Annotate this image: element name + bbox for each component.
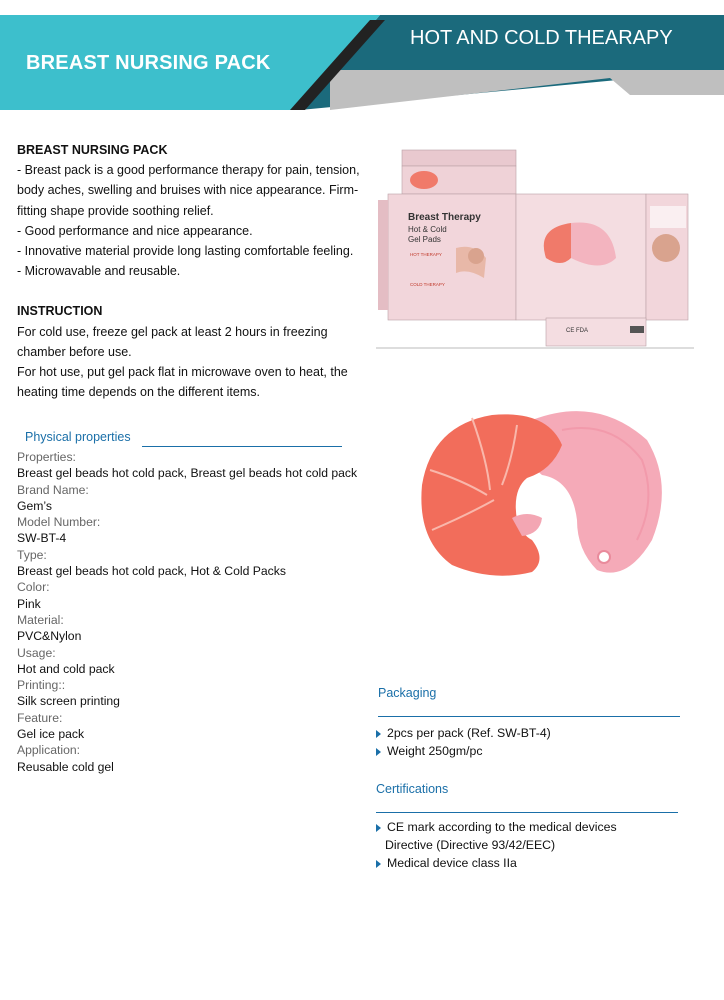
section-divider bbox=[378, 716, 680, 717]
property-value: Pink bbox=[17, 596, 41, 611]
gel-pad-image bbox=[412, 400, 672, 585]
list-item bbox=[376, 836, 617, 854]
property-value: Breast gel beads hot cold pack, Hot & Cold Packs bbox=[17, 564, 286, 579]
certifications-list bbox=[376, 818, 617, 872]
instruction-line: chamber before use. bbox=[17, 344, 132, 359]
bullet-arrow-icon bbox=[376, 730, 381, 738]
intro-line: fitting shape provide soothing relief. bbox=[17, 203, 214, 218]
property-value: Breast gel beads hot cold pack, Breast gel beads hot cold pack bbox=[17, 466, 358, 481]
list-item bbox=[376, 818, 617, 836]
property-label: Material: bbox=[17, 612, 64, 627]
physical-properties-title: Physical properties bbox=[25, 430, 131, 444]
property-value: Hot and cold pack bbox=[17, 661, 115, 676]
instruction-heading: INSTRUCTION bbox=[17, 304, 103, 319]
property-label: Application: bbox=[17, 743, 81, 758]
section-divider bbox=[142, 446, 342, 447]
intro-line: body aches, swelling and bruises with nice appearance. Firm- bbox=[17, 183, 359, 198]
property-value: Silk screen printing bbox=[17, 694, 120, 709]
intro-heading: BREAST NURSING PACK bbox=[17, 143, 168, 157]
property-value: Reusable cold gel bbox=[17, 759, 114, 774]
packaging-box-image bbox=[376, 148, 694, 350]
packaging-list bbox=[376, 724, 551, 760]
property-label: Feature: bbox=[17, 710, 63, 725]
property-label: Printing:: bbox=[17, 678, 66, 693]
banner-title: BREAST NURSING PACK bbox=[26, 52, 271, 74]
intro-line: - Good performance and nice appearance. bbox=[17, 223, 253, 238]
intro-line: - Breast pack is a good performance therapy for pain, tension, bbox=[17, 163, 360, 178]
list-item bbox=[376, 742, 551, 760]
box-brand-sub1: Hot & Cold bbox=[408, 225, 447, 234]
certification-line: Medical device class IIa bbox=[387, 856, 517, 870]
list-item bbox=[376, 724, 551, 742]
certification-line: CE mark according to the medical devices bbox=[387, 820, 617, 834]
bullet-arrow-icon bbox=[376, 824, 381, 832]
box-brand-sub2: Gel Pads bbox=[408, 235, 441, 244]
bullet-arrow-icon bbox=[376, 860, 381, 868]
packaging-line: 2pcs per pack (Ref. SW-BT-4) bbox=[387, 726, 551, 740]
certifications-title: Certifications bbox=[376, 782, 449, 796]
property-label: Type: bbox=[17, 547, 47, 562]
list-item bbox=[376, 854, 617, 872]
section-divider bbox=[376, 812, 678, 813]
box-cold-label: COLD THERAPY bbox=[410, 282, 445, 287]
property-value: Gem’s bbox=[17, 498, 52, 513]
banner-subtitle: HOT AND COLD THEARAPY bbox=[410, 27, 673, 49]
instruction-line: For cold use, freeze gel pack at least 2 hours in freezing bbox=[17, 324, 328, 339]
packaging-title: Packaging bbox=[378, 686, 437, 700]
box-hot-label: HOT THERAPY bbox=[410, 252, 442, 257]
property-label: Brand Name: bbox=[17, 482, 89, 497]
property-label: Color: bbox=[17, 580, 50, 595]
box-brand-title: Breast Therapy bbox=[408, 212, 481, 223]
property-label: Model Number: bbox=[17, 515, 101, 530]
intro-line: - Innovative material provide long lasting comfortable feeling. bbox=[17, 244, 354, 259]
property-label: Properties: bbox=[17, 450, 76, 464]
property-value: SW-BT-4 bbox=[17, 531, 67, 546]
packaging-line: Weight 250gm/pc bbox=[387, 744, 483, 758]
box-ce-mark: CE FDA bbox=[566, 328, 589, 334]
property-value: Gel ice pack bbox=[17, 727, 85, 742]
bullet-arrow-icon bbox=[376, 748, 381, 756]
instruction-line: For hot use, put gel pack flat in microwave oven to heat, the bbox=[17, 365, 348, 380]
property-label: Usage: bbox=[17, 645, 56, 660]
certification-line: Directive (Directive 93/42/EEC) bbox=[385, 838, 556, 852]
intro-section bbox=[17, 140, 362, 402]
instruction-line: heating time depends on the different items. bbox=[17, 385, 260, 400]
properties-list bbox=[17, 449, 357, 775]
intro-line: - Microwavable and reusable. bbox=[17, 264, 181, 279]
property-value: PVC&Nylon bbox=[17, 629, 82, 644]
